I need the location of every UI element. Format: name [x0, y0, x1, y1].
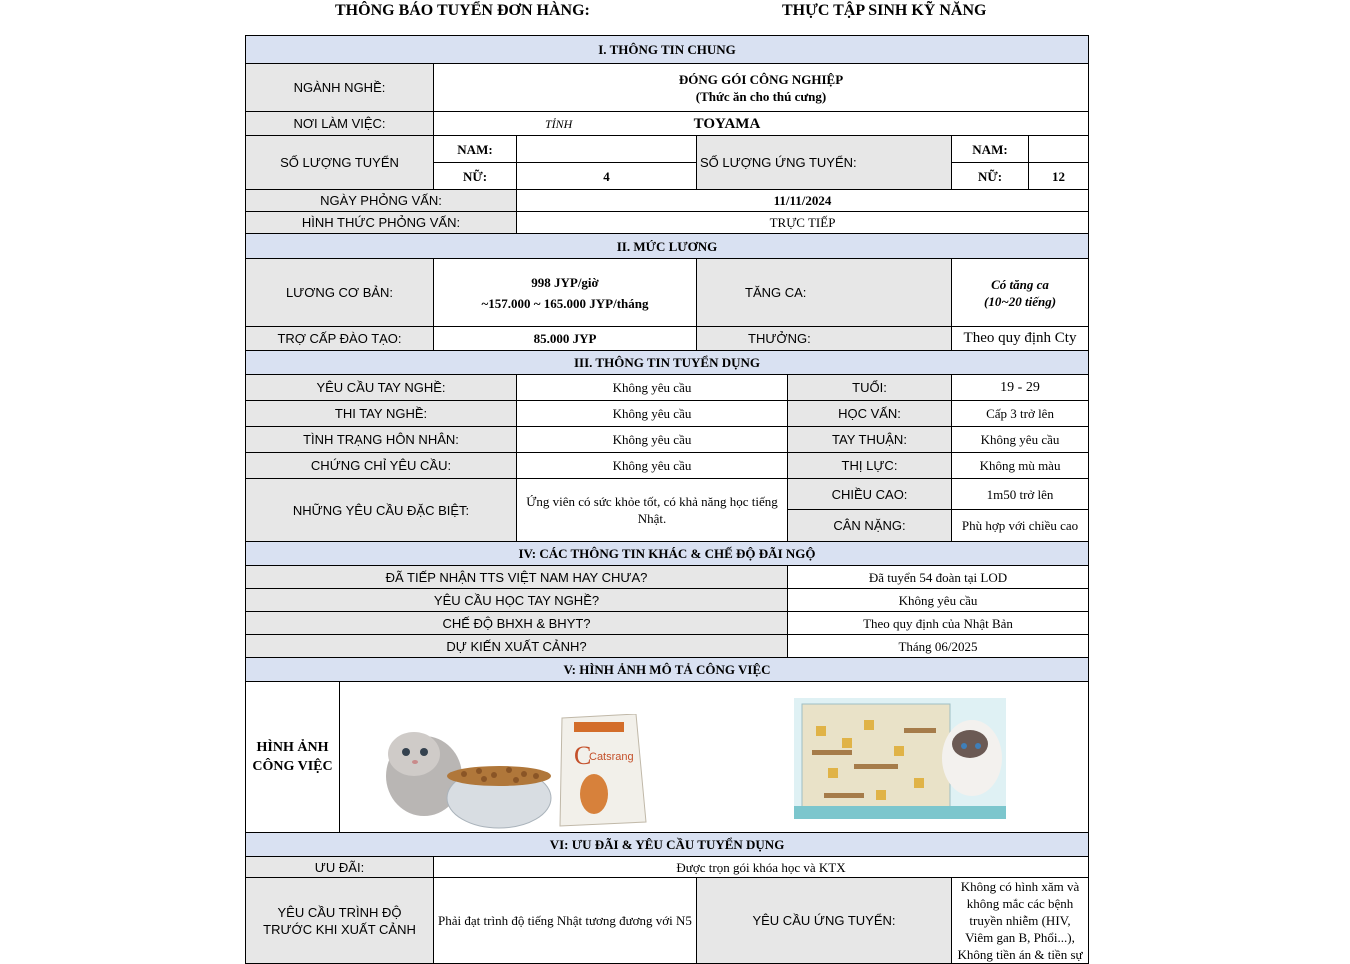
kitten-food-photo [384, 714, 649, 830]
section-benefits-title: VI: ƯU ĐÃI & YÊU CẦU TUYỂN DỤNG [246, 833, 1089, 857]
skill-requirement-value: Không yêu cầu [517, 375, 788, 401]
province-label: TỈNH [545, 116, 573, 131]
training-allowance-value: 85.000 JYP [434, 327, 697, 351]
departure-label: DỰ KIẾN XUẤT CẢNH? [246, 635, 788, 658]
special-requirements-value: Ứng viên có sức khỏe tốt, có khả năng học tiếng Nhật. [517, 479, 788, 542]
workplace-value [434, 112, 1089, 136]
section-other-title: IV: CÁC THÔNG TIN KHÁC & CHẾ ĐỘ ĐÃI NGỘ [246, 542, 1089, 566]
height-label: CHIỀU CAO: [788, 479, 952, 510]
training-allowance-label: TRỢ CẤP ĐÀO TẠO: [246, 327, 434, 351]
special-requirements-label: NHỮNG YÊU CẦU ĐẶC BIỆT: [246, 479, 517, 542]
certificate-value: Không yêu cầu [517, 453, 788, 479]
age-value: 19 - 29 [952, 375, 1089, 401]
industry-label: NGÀNH NGHỀ: [246, 64, 434, 112]
base-salary-label: LƯƠNG CƠ BẢN: [246, 259, 434, 327]
marital-status-label: TÌNH TRẠNG HÔN NHÂN: [246, 427, 517, 453]
cat-treats-photo [794, 698, 1006, 819]
workplace-label: NƠI LÀM VIỆC: [246, 112, 434, 136]
weight-label: CÂN NẶNG: [788, 510, 952, 542]
recruit-male-label: NAM: [434, 136, 517, 163]
marital-status-value: Không yêu cầu [517, 427, 788, 453]
eyesight-label: THỊ LỰC: [788, 453, 952, 479]
bonus-label: THƯỞNG: [697, 327, 952, 351]
handedness-value: Không yêu cầu [952, 427, 1089, 453]
certificate-label: CHỨNG CHỈ YÊU CẦU: [246, 453, 517, 479]
interview-method-value: TRỰC TIẾP [517, 212, 1089, 234]
applicant-male-value [1029, 136, 1089, 163]
section-salary-title: II. MỨC LƯƠNG [246, 234, 1089, 259]
recruitment-form [245, 35, 1089, 964]
skill-study-value: Không yêu cầu [788, 589, 1089, 612]
overtime-label: TĂNG CA: [697, 259, 952, 327]
program-title: THỰC TẬP SINH KỸ NĂNG [782, 2, 987, 19]
weight-value: Phù hợp với chiều cao [952, 510, 1089, 542]
interview-date-label: NGÀY PHỎNG VẤN: [246, 190, 517, 212]
interview-date-value: 11/11/2024 [517, 190, 1089, 212]
skill-requirement-label: YÊU CẦU TAY NGHỀ: [246, 375, 517, 401]
section-recruitment-title: III. THÔNG TIN TUYỂN DỤNG [246, 351, 1089, 375]
recruit-female-label: NỮ: [434, 163, 517, 190]
interview-method-label: HÌNH THỨC PHỎNG VẤN: [246, 212, 517, 234]
handedness-label: TAY THUẬN: [788, 427, 952, 453]
applicant-requirement-label: YÊU CẦU ỨNG TUYỂN: [697, 878, 952, 964]
skill-study-label: YÊU CẦU HỌC TAY NGHỀ? [246, 589, 788, 612]
industry-value: ĐÓNG GÓI CÔNG NGHIỆP (Thức ăn cho thú cưng) [434, 64, 1089, 112]
applicant-male-label: NAM: [952, 136, 1029, 163]
svg-text:Catsrang: Catsrang [589, 751, 634, 763]
applicant-requirement-value: Không có hình xăm và không mắc các bệnh truyền nhiễm (HIV, Viêm gan B, Phổi...), Không tiền án & tiền sự [952, 878, 1089, 964]
svg-text:C: C [574, 741, 592, 770]
applicant-female-value: 12 [1029, 163, 1089, 190]
insurance-value: Theo quy định của Nhật Bản [788, 612, 1089, 635]
language-requirement-value: Phải đạt trình độ tiếng Nhật tương đương với N5 [434, 878, 697, 964]
applicant-female-label: NỮ: [952, 163, 1029, 190]
insurance-label: CHẾ ĐỘ BHXH & BHYT? [246, 612, 788, 635]
bonus-value: Theo quy định Cty [952, 327, 1089, 351]
height-value: 1m50 trở lên [952, 479, 1089, 510]
language-requirement-label: YÊU CẦU TRÌNH ĐỘ TRƯỚC KHI XUẤT CẢNH [246, 878, 434, 964]
received-trainees-label: ĐÃ TIẾP NHẬN TTS VIỆT NAM HAY CHƯA? [246, 566, 788, 589]
notice-title: THÔNG BÁO TUYỂN ĐƠN HÀNG: [335, 2, 590, 19]
base-salary-value: 998 JYP/giờ ~157.000 ~ 165.000 JYP/tháng [434, 259, 697, 327]
skill-test-label: THI TAY NGHỀ: [246, 401, 517, 427]
benefits-label: ƯU ĐÃI: [246, 857, 434, 878]
section-general-title: I. THÔNG TIN CHUNG [246, 36, 1089, 64]
benefits-value: Được trọn gói khóa học và KTX [434, 857, 1089, 878]
skill-test-value: Không yêu cầu [517, 401, 788, 427]
education-value: Cấp 3 trở lên [952, 401, 1089, 427]
education-label: HỌC VẤN: [788, 401, 952, 427]
work-images-label: HÌNH ẢNH CÔNG VIỆC [246, 682, 340, 832]
province-value: TOYAMA [693, 115, 761, 132]
departure-value: Tháng 06/2025 [788, 635, 1089, 658]
work-images-cell [246, 682, 1089, 833]
overtime-value: Có tăng ca (10~20 tiếng) [952, 259, 1089, 327]
applicant-quantity-label: SỐ LƯỢNG ỨNG TUYỂN: [697, 136, 952, 190]
received-trainees-value: Đã tuyển 54 đoàn tại LOD [788, 566, 1089, 589]
age-label: TUỔI: [788, 375, 952, 401]
section-images-title: V: HÌNH ẢNH MÔ TẢ CÔNG VIỆC [246, 658, 1089, 682]
recruit-quantity-label: SỐ LƯỢNG TUYỂN [246, 136, 434, 190]
eyesight-value: Không mù màu [952, 453, 1089, 479]
recruit-male-value [517, 136, 697, 163]
recruit-female-value: 4 [517, 163, 697, 190]
